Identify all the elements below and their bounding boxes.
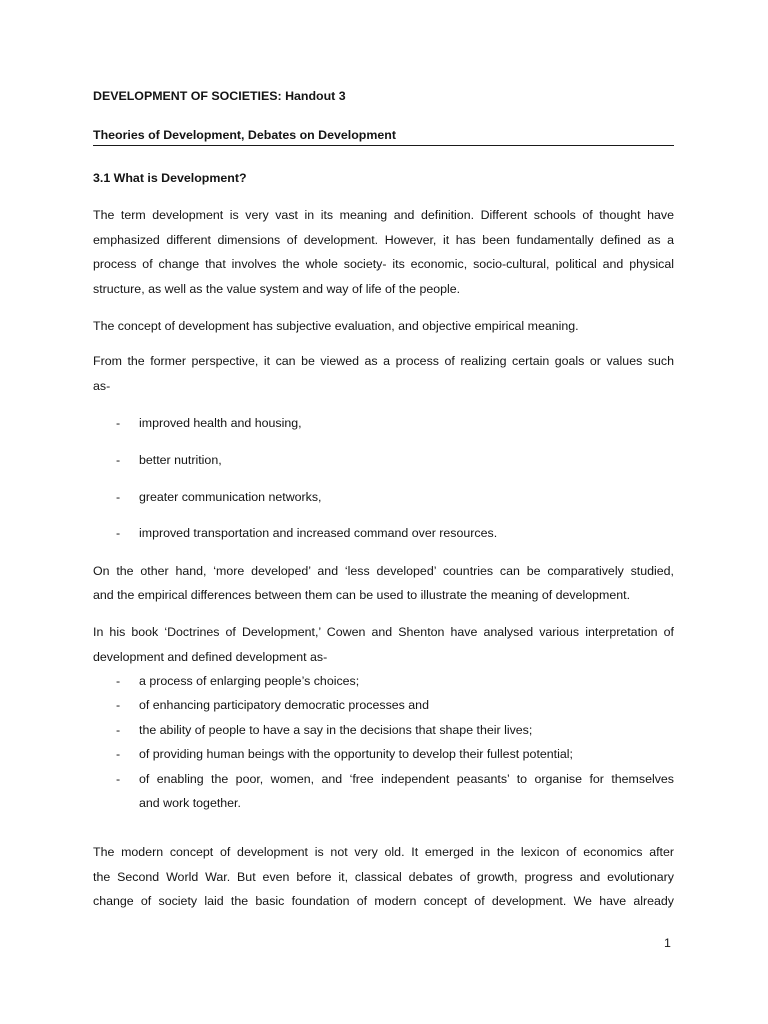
list-bullet: -	[116, 772, 121, 786]
paragraph-line: and the empirical differences between them can be used to illustrate the meaning of development.	[93, 588, 631, 602]
page-number: 1	[664, 936, 671, 950]
list-item: improved health and housing,	[139, 416, 302, 430]
list-bullet: -	[116, 747, 121, 761]
list-bullet: -	[116, 416, 121, 430]
list-item: of enhancing participatory democratic processes and	[139, 698, 429, 712]
paragraph-line: The concept of development has subjective evaluation, and objective empirical meaning.	[93, 319, 579, 333]
document-subtitle: Theories of Development, Debates on Development	[93, 128, 396, 142]
paragraph-line: as-	[93, 379, 111, 393]
list-bullet: -	[116, 526, 121, 540]
list-item: improved transportation and increased command over resources.	[139, 526, 498, 540]
list-bullet: -	[116, 674, 121, 688]
paragraph-line: On the other hand, ‘more developed’ and ‘less developed’ countries can be comparatively studied,	[93, 564, 674, 578]
list-bullet: -	[116, 490, 121, 504]
paragraph-line: The modern concept of development is not very old. It emerged in the lexicon of economics after	[93, 845, 674, 859]
list-bullet: -	[116, 723, 121, 737]
paragraph-line: structure, as well as the value system and way of life of the people.	[93, 282, 461, 296]
paragraph-line: development and defined development as-	[93, 650, 328, 664]
document-title: DEVELOPMENT OF SOCIETIES: Handout 3	[93, 89, 346, 103]
paragraph-line: emphasized different dimensions of development. However, it has been fundamentally defined as a	[93, 233, 674, 247]
list-bullet: -	[116, 453, 121, 467]
paragraph-line: In his book ‘Doctrines of Development,’ Cowen and Shenton have analysed various interpretation of	[93, 625, 674, 639]
list-item: the ability of people to have a say in the decisions that shape their lives;	[139, 723, 533, 737]
section-heading: 3.1 What is Development?	[93, 171, 247, 185]
list-item: better nutrition,	[139, 453, 222, 467]
paragraph-line: process of change that involves the whole society- its economic, socio-cultural, political and physical	[93, 257, 674, 271]
title-divider	[93, 145, 674, 146]
list-item: of enabling the poor, women, and ‘free independent peasants’ to organise for themselves	[139, 772, 674, 786]
paragraph-line: the Second World War. But even before it, classical debates of growth, progress and evolutionary	[93, 870, 674, 884]
paragraph-line: The term development is very vast in its meaning and definition. Different schools of thought have	[93, 208, 674, 222]
list-bullet: -	[116, 698, 121, 712]
list-item: a process of enlarging people’s choices;	[139, 674, 360, 688]
list-item-continuation: and work together.	[139, 796, 241, 810]
paragraph-line: change of society laid the basic foundation of modern concept of development. We have already	[93, 894, 674, 908]
list-item: of providing human beings with the opportunity to develop their fullest potential;	[139, 747, 573, 761]
paragraph-line: From the former perspective, it can be viewed as a process of realizing certain goals or values such	[93, 354, 674, 368]
list-item: greater communication networks,	[139, 490, 322, 504]
